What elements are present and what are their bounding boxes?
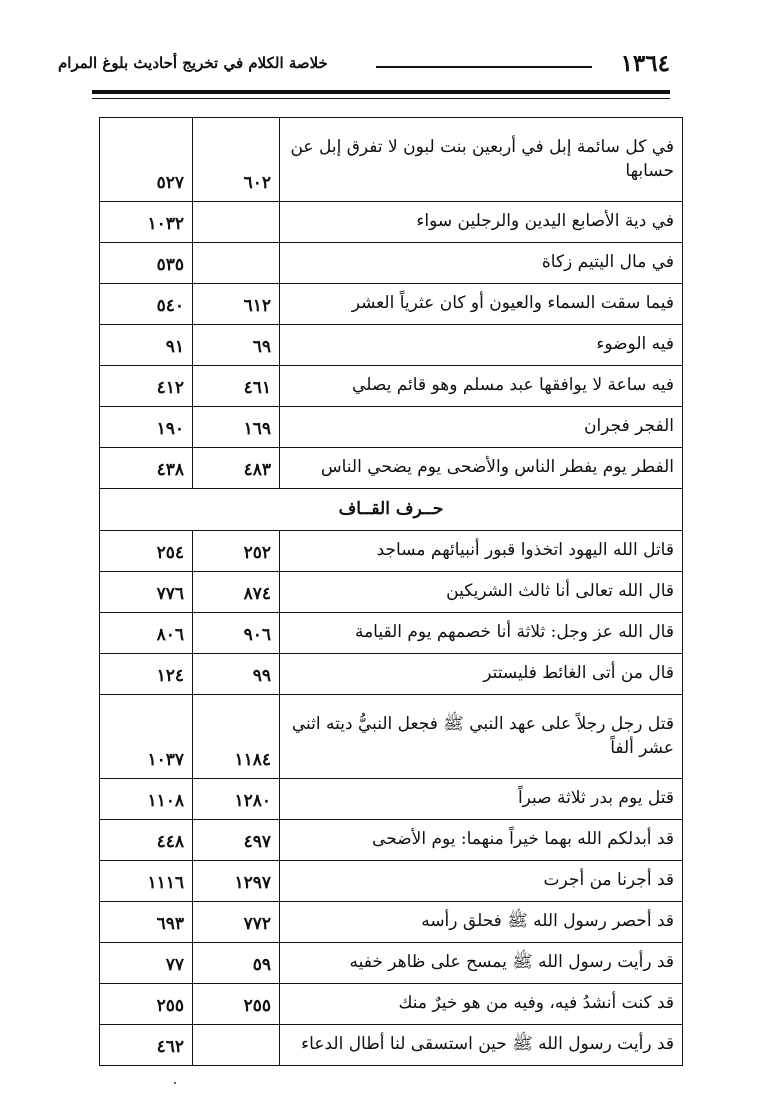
- header-rule-thin: [92, 98, 670, 99]
- table-row: [100, 243, 683, 284]
- hadith-index-table: [99, 117, 683, 1066]
- ref-number-1: ١٢٩٧: [193, 861, 280, 902]
- ref-number-2: ١٠٣٢: [100, 202, 193, 243]
- hadith-text: الفطر يوم يفطر الناس والأضحى يوم يضحي الناس: [280, 448, 683, 489]
- hadith-text: فيه الوضوء: [280, 325, 683, 366]
- table-row: [100, 448, 683, 489]
- ref-number-1: ٥٩: [193, 943, 280, 984]
- table-row: [100, 984, 683, 1025]
- page-number: ١٣٦٤: [620, 50, 670, 77]
- ref-number-1: ٢٥٢: [193, 531, 280, 572]
- hadith-text: الفجر فجران: [280, 407, 683, 448]
- ref-number-2: ٥٢٧: [100, 118, 193, 202]
- ref-number-2: ٥٣٥: [100, 243, 193, 284]
- hadith-text: في مال اليتيم زكاة: [280, 243, 683, 284]
- ref-number-1: [193, 202, 280, 243]
- hadith-text: في كل سائمة إبل في أربعين بنت لبون لا تفرق إبل عن حسابها: [280, 118, 683, 202]
- table-row: [100, 861, 683, 902]
- table-row: [100, 1025, 683, 1066]
- hadith-text: فيما سقت السماء والعيون أو كان عثرياً العشر: [280, 284, 683, 325]
- ref-number-2: ٦٩٣: [100, 902, 193, 943]
- hadith-text: قد أحصر رسول الله ﷺ فحلق رأسه: [280, 902, 683, 943]
- table-row: [100, 366, 683, 407]
- ref-number-2: ١٠٣٧: [100, 695, 193, 779]
- ref-number-1: ١١٨٤: [193, 695, 280, 779]
- table-row: [100, 325, 683, 366]
- header-rule-thick: [92, 90, 670, 94]
- ref-number-1: [193, 1025, 280, 1066]
- ref-number-2: ١١٠٨: [100, 779, 193, 820]
- ref-number-1: ١٢٨٠: [193, 779, 280, 820]
- ref-number-1: ٦١٢: [193, 284, 280, 325]
- ref-number-2: ١٩٠: [100, 407, 193, 448]
- table-row: [100, 202, 683, 243]
- ref-number-1: ١٦٩: [193, 407, 280, 448]
- hadith-text: قد رأيت رسول الله ﷺ يمسح على ظاهر خفيه: [280, 943, 683, 984]
- ref-number-1: ٦٠٢: [193, 118, 280, 202]
- hadith-text: قاتل الله اليهود اتخذوا قبور أنبيائهم مساجد: [280, 531, 683, 572]
- hadith-text: قد أجرنا من أجرت: [280, 861, 683, 902]
- table-row: [100, 943, 683, 984]
- ref-number-1: ٤٩٧: [193, 820, 280, 861]
- ref-number-2: ٧٧٦: [100, 572, 193, 613]
- hadith-text: قال الله عز وجل: ثلاثة أنا خصمهم يوم القيامة: [280, 613, 683, 654]
- ref-number-2: ١٢٤: [100, 654, 193, 695]
- hadith-text: في دية الأصابع اليدين والرجلين سواء: [280, 202, 683, 243]
- ref-number-1: ٤٨٣: [193, 448, 280, 489]
- running-header: [58, 50, 670, 86]
- ref-number-1: ٩٩: [193, 654, 280, 695]
- hadith-text: قال الله تعالى أنا ثالث الشريكين: [280, 572, 683, 613]
- ref-number-2: ٥٤٠: [100, 284, 193, 325]
- ref-number-1: ٨٧٤: [193, 572, 280, 613]
- hadith-text: قد أبدلكم الله بهما خيراً منهما: يوم الأضحى: [280, 820, 683, 861]
- table-row: [100, 572, 683, 613]
- ref-number-2: ٢٥٥: [100, 984, 193, 1025]
- ref-number-1: ٢٥٥: [193, 984, 280, 1025]
- table-row: [100, 284, 683, 325]
- ref-number-2: ٧٧: [100, 943, 193, 984]
- ref-number-2: ٤١٢: [100, 366, 193, 407]
- table-row: [100, 407, 683, 448]
- table-row: [100, 613, 683, 654]
- hadith-text: فيه ساعة لا يوافقها عبد مسلم وهو قائم يصلي: [280, 366, 683, 407]
- table-row: [100, 902, 683, 943]
- section-header-row: [100, 489, 683, 531]
- table-row: [100, 779, 683, 820]
- ref-number-2: ٢٥٤: [100, 531, 193, 572]
- hadith-text: قتل رجل رجلاً على عهد النبي ﷺ فجعل النبيُّ ديته اثني عشر ألفاً: [280, 695, 683, 779]
- ref-number-2: ٨٠٦: [100, 613, 193, 654]
- ref-number-2: ٩١: [100, 325, 193, 366]
- header-divider: [376, 66, 592, 68]
- table-row: [100, 118, 683, 202]
- hadith-text: قد رأيت رسول الله ﷺ حين استسقى لنا أطال الدعاء: [280, 1025, 683, 1066]
- book-title: خلاصة الكلام في تخريج أحاديث بلوغ المرام: [58, 54, 328, 72]
- ref-number-1: ٤٦١: [193, 366, 280, 407]
- ref-number-1: [193, 243, 280, 284]
- hadith-text: قد كنت أنشدُ فيه، وفيه من هو خيرٌ منك: [280, 984, 683, 1025]
- ref-number-2: ٤٦٢: [100, 1025, 193, 1066]
- table-row: [100, 531, 683, 572]
- ref-number-1: ٩٠٦: [193, 613, 280, 654]
- hadith-text: قتل يوم بدر ثلاثة صبراً: [280, 779, 683, 820]
- table-row: [100, 820, 683, 861]
- table-row: [100, 695, 683, 779]
- ref-number-1: ٦٩: [193, 325, 280, 366]
- ref-number-2: ١١١٦: [100, 861, 193, 902]
- section-title: حــرف القــاف: [100, 489, 683, 531]
- table-row: [100, 654, 683, 695]
- print-speck: [174, 1082, 176, 1084]
- ref-number-1: ٧٧٢: [193, 902, 280, 943]
- ref-number-2: ٤٤٨: [100, 820, 193, 861]
- ref-number-2: ٤٣٨: [100, 448, 193, 489]
- hadith-text: قال من أتى الغائط فليستتر: [280, 654, 683, 695]
